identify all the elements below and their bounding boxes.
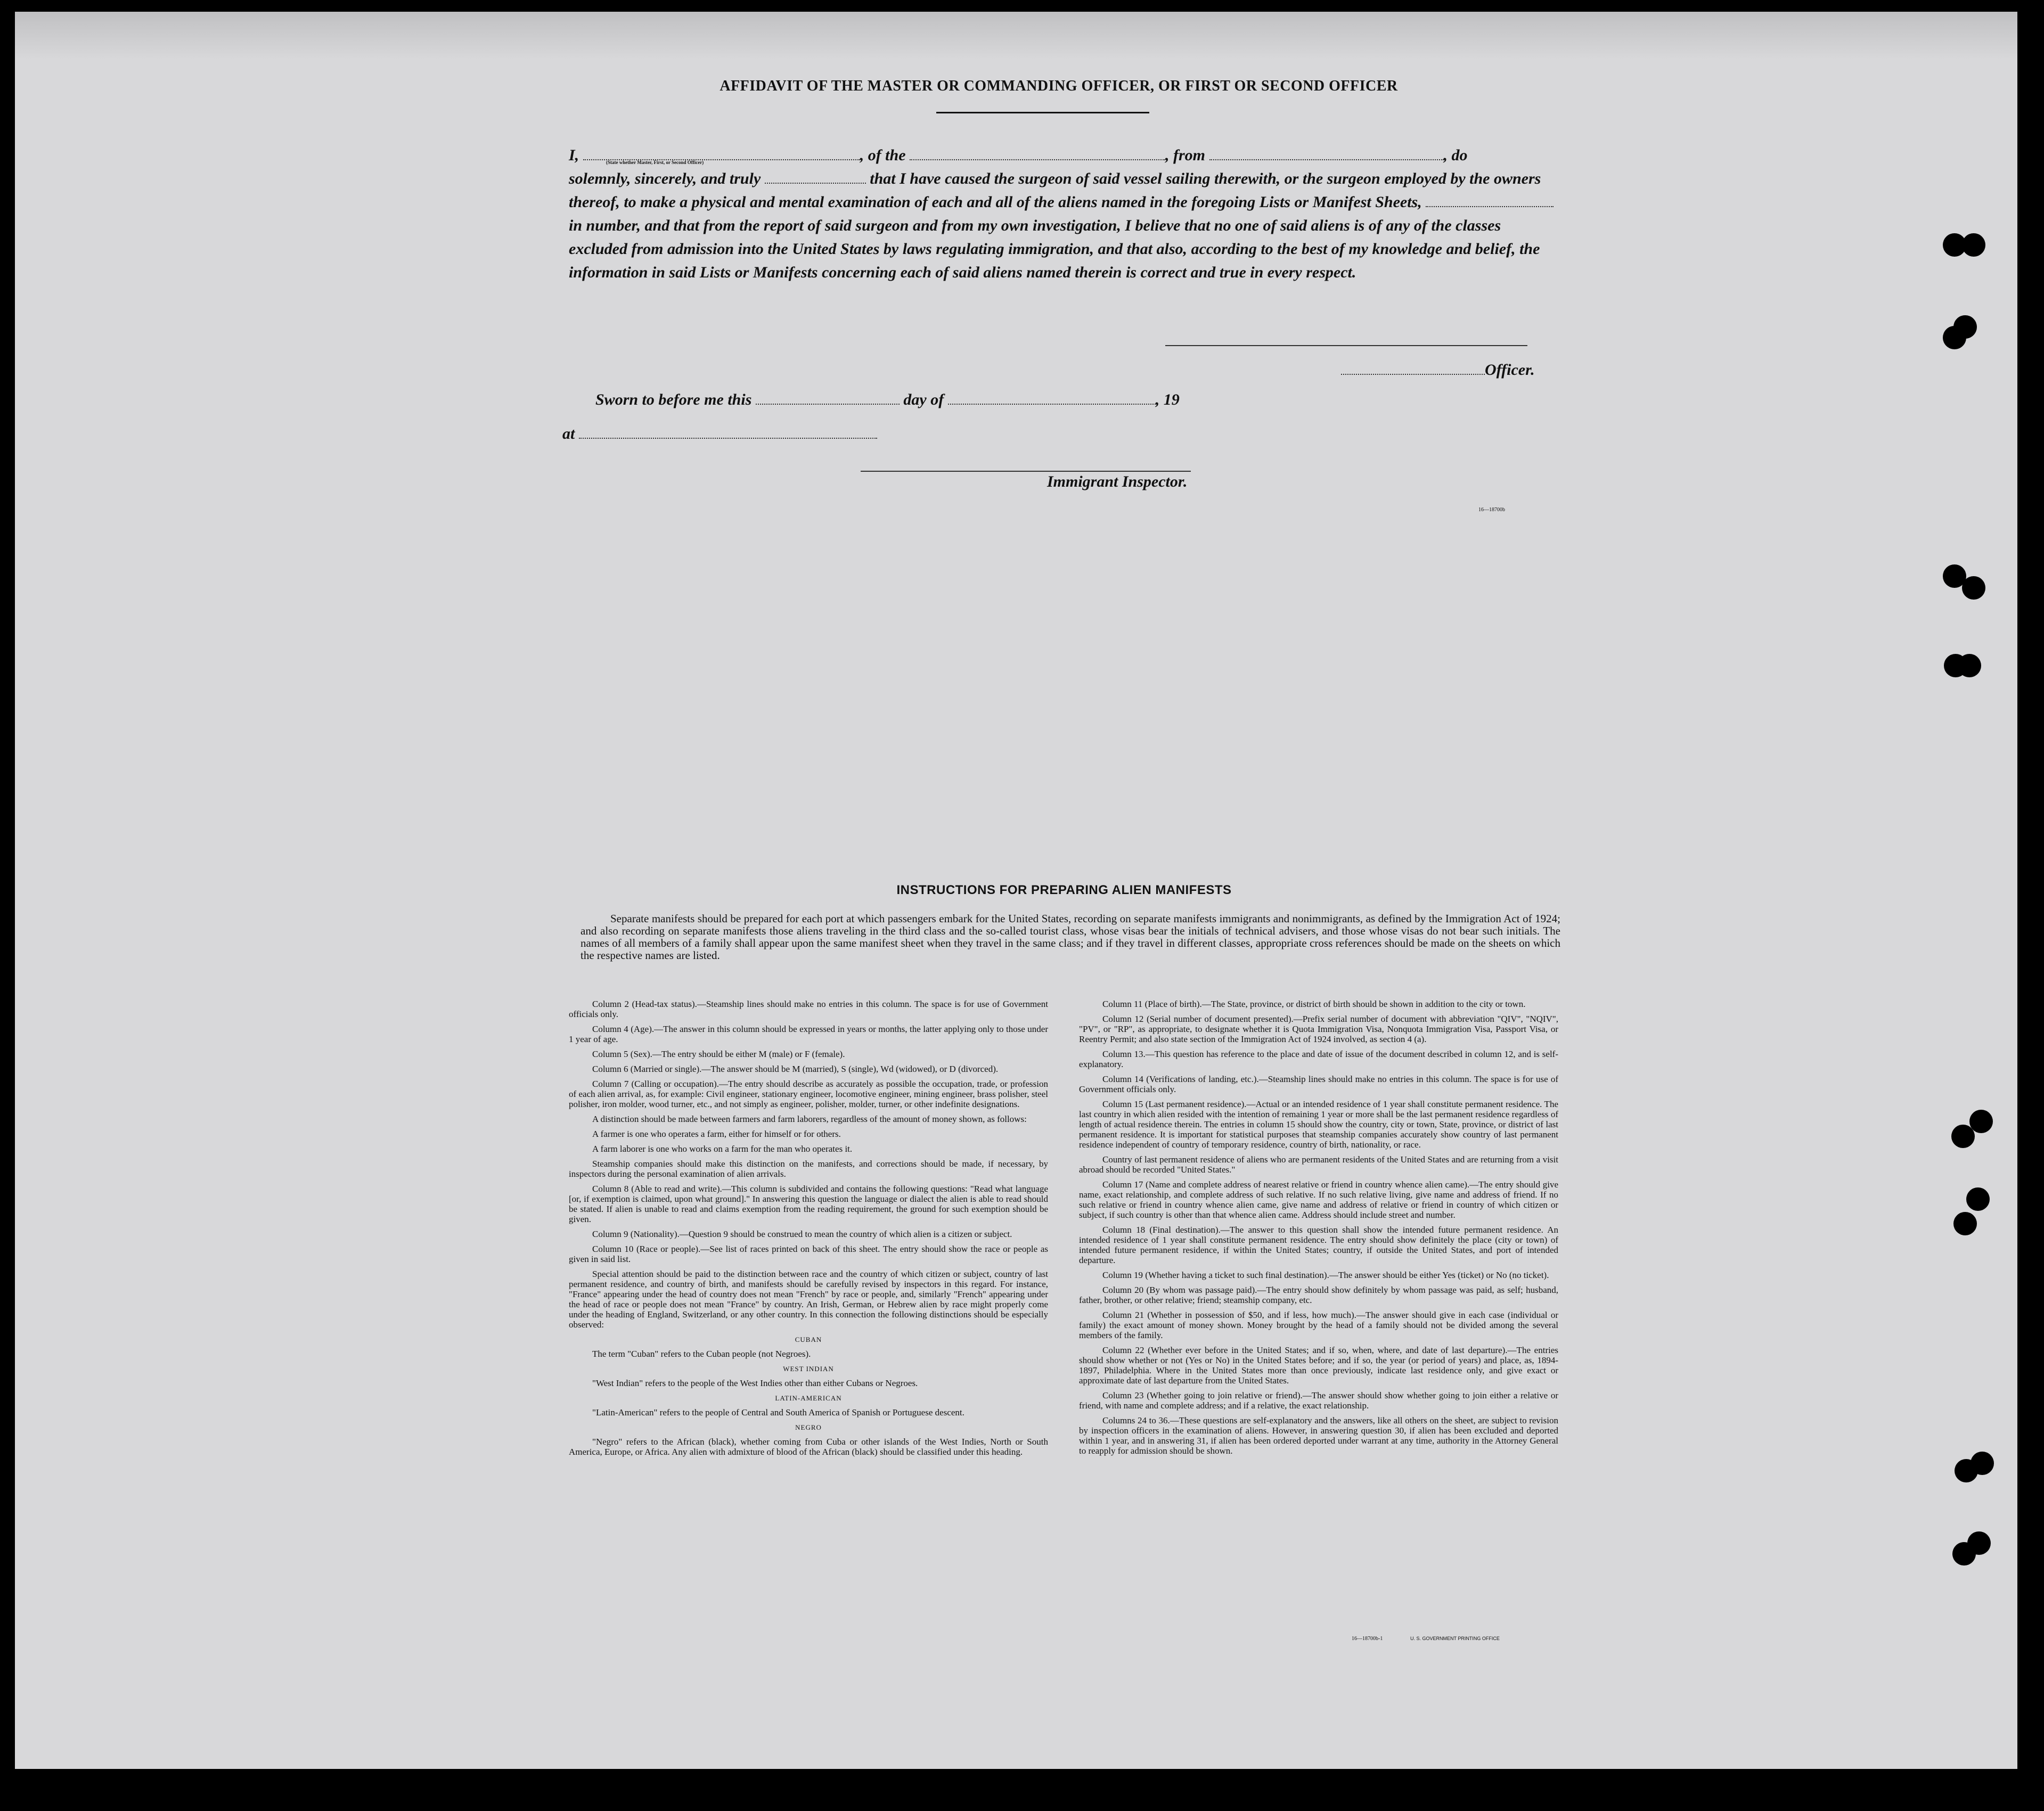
- vessel-name-field[interactable]: [910, 147, 1165, 160]
- column-8-note: Column 8 (Able to read and write).—This column is subdivided and contains the following questions: "Read what language [or, if exemption is claimed, upon what ground]." In answering this question the language or dialect the alien is able to read should be stated. If alien is unable to read and claims exemption from the reading requirement, the ground for such exemption should be given.: [569, 1184, 1048, 1224]
- at-row: [562, 425, 877, 443]
- officer-signature-row: [1341, 361, 1535, 379]
- punch-hole: [1953, 1212, 1977, 1235]
- column-21-note: Column 21 (Whether in possession of $50, and if less, how much).—The answer should give in each case (individual or family) the exact amount of money shown. Money brought by the head of a family should not be divided among the several members of the family.: [1079, 1310, 1558, 1340]
- port-from-field[interactable]: [1209, 147, 1444, 160]
- column-13-note: Column 13.—This question has reference to the place and date of issue of the document described in column 12, and is self-explanatory.: [1079, 1049, 1558, 1069]
- column-7-note: Column 7 (Calling or occupation).—The entry should describe as accurately as possible the occupation, trade, or profession of each alien arrival, as, for example: Civil engineer, stationary engineer, locomotive engineer, mining engineer, brass polisher, steel polisher, iron molder, wood turner, etc., and not simply as engineer, polisher, molder, turner, or other indefinite designations.: [569, 1079, 1048, 1109]
- instructions-intro: Separate manifests should be prepared for each port at which passengers embark for the United States, recording on separate manifests immigrants and nonimmigrants, as defined by the Immigration Act of 1924; and also recording on separate manifests those aliens traveling in the third class and the so-called tourist class, whose visas bear the initials of technical advisers, and those whose visas do not bear such initials. The names of all members of a family shall appear upon the same manifest sheet when they travel in the same class; and if they travel in different classes, appropriate cross references should be made on the sheets on which the respective names are listed.: [581, 912, 1560, 962]
- affidavit-text-2: in number, and that from the report of said surgeon and from my own investigation, I believe that no one of said aliens is of any of the classes excluded from admission into the United States by laws regulating immigration, and that also, according to the best of my knowledge and belief, the information in said Lists or Manifests concerning each of said aliens named therein is correct and true in every respect.: [569, 217, 1540, 281]
- heading-cuban: CUBAN: [795, 1335, 822, 1343]
- column-22-note: Column 22 (Whether ever before in the United States; and if so, when, where, and date of last departure).—The entries should show whether or not (Yes or No) in the United States before; and if so, the year (or period of years) and place, as, 1894-1897, Philadelphia. Where in the United States more than once previously, indicate last residence only, and give exact or approximate date of last departure from the United States.: [1079, 1345, 1558, 1386]
- column-11-note: Column 11 (Place of birth).—The State, province, or district of birth should be shown in addition to the city or town.: [1102, 999, 1526, 1009]
- inspector-signature-line[interactable]: [861, 471, 1191, 472]
- column-19-note: Column 19 (Whether having a ticket to such final destination).—The answer should be either Yes (ticket) or No (no ticket).: [1102, 1270, 1549, 1280]
- column-5-note: Column 5 (Sex).—The entry should be either M (male) or F (female).: [592, 1049, 845, 1059]
- word-i: I,: [569, 146, 579, 164]
- word-from: , from: [1165, 146, 1206, 164]
- instructions-left-column: [569, 999, 1048, 1462]
- affidavit-body: [569, 144, 1559, 284]
- word-of-the: , of the: [860, 146, 906, 164]
- latin-american-definition: "Latin-American" refers to the people of Central and South America of Spanish or Portuguese descent.: [592, 1407, 964, 1417]
- footer-form-number: 16—18700b-1: [1352, 1636, 1383, 1642]
- punch-hole: [1952, 1542, 1976, 1566]
- rank-caption: (State whether Master, First, or Second Officer): [606, 160, 704, 165]
- farm-laborer-definition: A farm laborer is one who works on a farm for the man who operates it.: [592, 1144, 853, 1154]
- signature-line[interactable]: [1165, 345, 1527, 346]
- column-15-note: Column 15 (Last permanent residence).—Actual or an intended residence of 1 year shall constitute permanent residence. The last country in which alien resided with the intention of remaining 1 year or more shall be the last permanent residence regardless of length of actual residence therein. The entries in column 15 should show the country, city or town, State, province, or district of last permanent residence. It is important for statistical purposes that steamship companies accurately show country of last permanent residence independent of country of temporary residence, country of birth, nationality, or race.: [1079, 1099, 1558, 1150]
- alien-count-field[interactable]: [1426, 194, 1554, 207]
- officer-rank-field[interactable]: [583, 147, 860, 160]
- heading-negro: NEGRO: [795, 1423, 822, 1431]
- document-page: [15, 12, 2017, 1769]
- punch-hole: [1962, 233, 1985, 257]
- columns-24-36-note: Columns 24 to 36.—These questions are self-explanatory and the answers, like all others on the sheet, are subject to revision by inspection officers in the examination of aliens. However, in answering question 30, if alien has been excluded and deported within 1 year, and in answering 31, if alien has been ordered deported under warrant at any time, authority in the Attorney General to reapply for admission should be shown.: [1079, 1415, 1558, 1456]
- farmer-distinction-note: A distinction should be made between farmers and farm laborers, regardless of the amount of money shown, as follows:: [592, 1114, 1027, 1124]
- punch-hole: [1958, 654, 1981, 677]
- farmer-definition: A farmer is one who operates a farm, either for himself or for others.: [592, 1129, 841, 1139]
- column-2-note: Column 2 (Head-tax status).—Steamship lines should make no entries in this column. The space is for use of Government officials only.: [569, 999, 1048, 1019]
- word-do: , do: [1443, 146, 1468, 164]
- title-underline: [936, 112, 1149, 113]
- scan-edge-shading: [15, 12, 2017, 60]
- column-9-note: Column 9 (Nationality).—Question 9 should be construed to mean the country of which alien is a citizen or subject.: [592, 1229, 1012, 1239]
- column-10-note: Column 10 (Race or people).—See list of races printed on back of this sheet. The entry should show the race or people as given in said list.: [569, 1244, 1048, 1264]
- punch-hole: [1962, 576, 1985, 600]
- officer-label: Officer.: [1485, 361, 1535, 379]
- column-20-note: Column 20 (By whom was passage paid).—The entry should show definitely by whom passage was paid, as self; husband, father, brother, or other relative; friend; steamship company, etc.: [1079, 1285, 1558, 1305]
- column-4-note: Column 4 (Age).—The answer in this column should be expressed in years or months, the latter applying only to those under 1 year of age.: [569, 1024, 1048, 1044]
- column-17-note: Column 17 (Name and complete address of nearest relative or friend in country whence alien came).—The entry should give name, exact relationship, and complete address of such relative. If no such relative living, give name and address of friend. If no such relative or friend in country whence alien came, give name and address of relative or friend in country of which citizen or subject, if such country is other than that whence alien came. Address should include street and number.: [1079, 1179, 1558, 1220]
- affidavit-text-1: that I have caused the surgeon of said vessel sailing therewith, or the surgeon employed by the owners thereof, to make a physical and mental examination of each and all of the aliens named in the foregoing Lists or Manifest Sheets,: [569, 170, 1541, 211]
- heading-west-indian: WEST INDIAN: [783, 1365, 834, 1373]
- affidavit-title: AFFIDAVIT OF THE MASTER OR COMMANDING OFFICER, OR FIRST OR SECOND OFFICER: [720, 78, 1398, 94]
- sworn-row: [595, 391, 1180, 409]
- punch-hole: [1943, 326, 1966, 349]
- punch-hole: [1951, 1125, 1975, 1148]
- special-attention-note: Special attention should be paid to the distinction between race and the country of which citizen or subject, country of last permanent residence, and country of birth, and manifests should be carefully revised by inspectors in this regard. For instance, "France" appearing under the head of country does not mean "French" by race or people, and, similarly "French" appearing under the head of race or people does not mean "France" by country. An Irish, German, or Hebrew alien by race might properly come under the heading of England, Switzerland, or any other country. In this connection the following distinctions should be especially observed:: [569, 1269, 1048, 1330]
- column-6-note: Column 6 (Married or single).—The answer should be M (married), S (single), Wd (widowed), or D (divorced).: [592, 1064, 999, 1074]
- inspector-label: Immigrant Inspector.: [1047, 473, 1188, 490]
- cuban-definition: The term "Cuban" refers to the Cuban people (not Negroes).: [592, 1349, 811, 1359]
- negro-definition: "Negro" refers to the African (black), whether coming from Cuba or other islands of the West Indies, North or South America, Europe, or Africa. Any alien with admixture of blood of the African (black) should be classified under this heading.: [569, 1437, 1048, 1457]
- column-14-note: Column 14 (Verifications of landing, etc.).—Steamship lines should make no entries in this column. The space is for use of Government officials only.: [1079, 1074, 1558, 1094]
- instructions-right-column: [1079, 999, 1558, 1461]
- heading-latin-american: LATIN-AMERICAN: [775, 1394, 842, 1402]
- steamship-note: Steamship companies should make this distinction on the manifests, and corrections should be made, if necessary, by inspectors during the personal examination of alien arrivals.: [569, 1159, 1048, 1179]
- punch-hole: [1955, 1459, 1978, 1482]
- form-number: 16—18700b: [1478, 507, 1505, 513]
- day-of-text: day of: [903, 391, 944, 408]
- sworn-place-field[interactable]: [579, 426, 877, 439]
- sworn-day-field[interactable]: [756, 392, 900, 405]
- sworn-month-field[interactable]: [948, 392, 1156, 405]
- oath-field[interactable]: [765, 171, 866, 184]
- column-18-note: Column 18 (Final destination).—The answer to this question shall show the intended future permanent residence. An intended residence of 1 year shall constitute permanent residence. The entry should show definitely the place (city or town) of intended future permanent residence, if within the United States; country, if outside the United States, and port of intended departure.: [1079, 1225, 1558, 1265]
- officer-signature-field[interactable]: [1341, 362, 1485, 375]
- year-prefix: , 19: [1155, 391, 1180, 408]
- column-23-note: Column 23 (Whether going to join relative or friend).—The answer should show whether going to join either a relative or friend, with name and complete address; and if a relative, the exact relationship.: [1079, 1390, 1558, 1411]
- west-indian-definition: "West Indian" refers to the people of the West Indies other than either Cubans or Negroes.: [592, 1378, 918, 1388]
- at-label: at: [562, 425, 575, 442]
- instructions-title: INSTRUCTIONS FOR PREPARING ALIEN MANIFESTS: [896, 883, 1232, 897]
- column-15-returning-note: Country of last permanent residence of aliens who are permanent residents of the United States and are returning from a visit abroad should be recorded "United States.": [1079, 1154, 1558, 1175]
- word-solemnly: solemnly, sincerely, and truly: [569, 170, 761, 187]
- sworn-text: Sworn to before me this: [595, 391, 752, 408]
- footer-printer: U. S. GOVERNMENT PRINTING OFFICE: [1410, 1636, 1500, 1641]
- column-12-note: Column 12 (Serial number of document presented).—Prefix serial number of document with abbreviation "QIV", "NQIV", "PV", or "RP", as appropriate, to designate whether it is Quota Immigration Visa, Nonquota Immigration Visa, Passport Visa, or Reentry Permit; and also state section of the Immigration Act of 1924 involved, as section 4 (a).: [1079, 1014, 1558, 1044]
- punch-hole: [1966, 1187, 1990, 1211]
